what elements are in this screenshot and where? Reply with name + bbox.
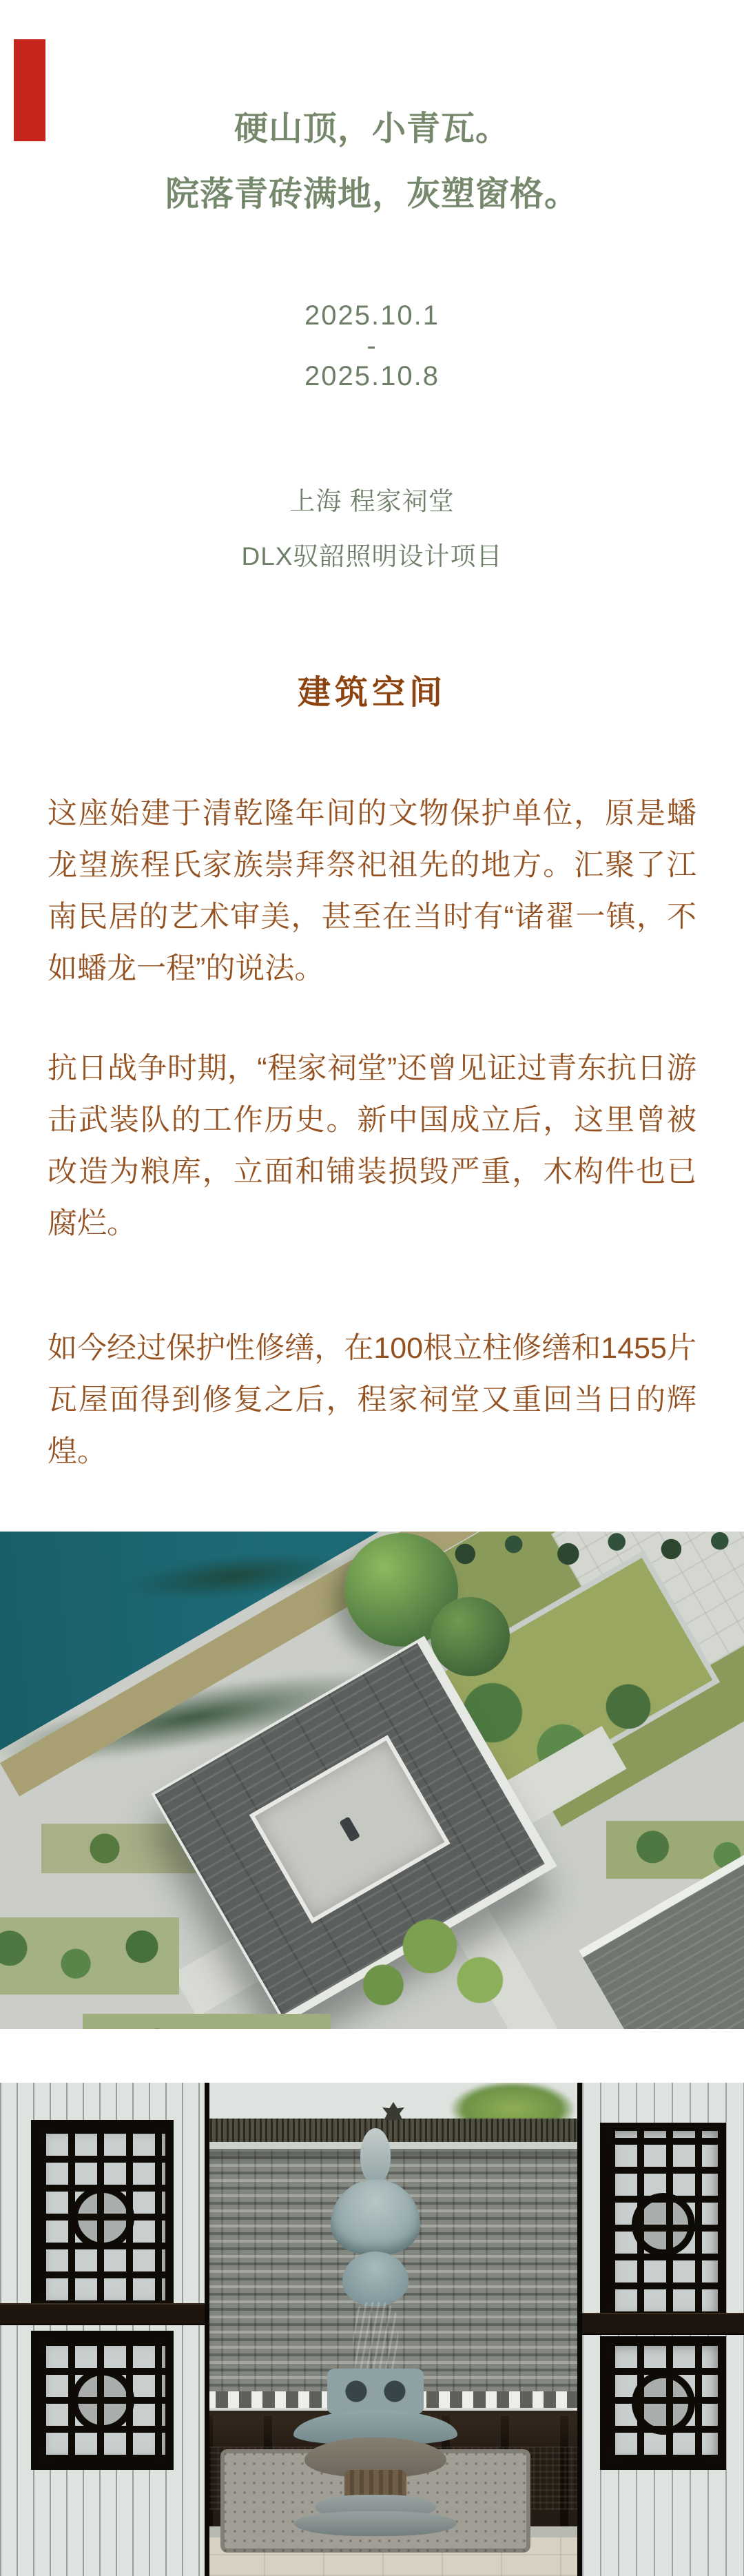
date-end: 2025.10.8 [304,361,440,391]
paragraph-restoration: 如今经过保护性修缮，在100根立柱修缮和1455片瓦屋面得到修复之后，程家祠堂又重回当日的辉煌。 [48,1332,696,1468]
tree-cluster [431,1597,510,1676]
project-line: DLX驭韶照明设计项目 [241,542,503,570]
left-door-rail [0,2303,205,2325]
left-door-lattice-lower [31,2331,174,2470]
location-block [0,474,744,584]
planting-bed [0,1917,179,1995]
paragraph-history: 这座始建于清乾隆年间的文物保护单位，原是蟠龙望族程氏家族崇拜祭祀祖先的地方。汇聚了江南民居的艺术审美，甚至在当时有“诸翟一镇，不如蟠龙一程”的说法。 [48,797,696,985]
ridge-finial [382,2102,404,2120]
courtyard-photo[interactable] [0,2083,744,2576]
wall-top-line [205,2142,582,2149]
article-title [0,96,744,227]
section-heading: 建筑空间 [297,674,446,711]
door-opening-view [205,2083,582,2576]
planting-bed [83,2014,331,2029]
wall-coping [205,2119,582,2142]
inner-courtyard [249,1735,451,1924]
sculpture-base-plate [294,2511,457,2536]
sculpture-top-figure [360,2128,391,2183]
sculpture-openwork-block [327,2369,424,2414]
location-line: 上海 程家祠堂 [289,487,455,515]
right-door-panel [577,2083,744,2576]
sculpture-knot-tier [342,2252,409,2307]
aerial-photo[interactable] [0,1532,744,2029]
foreground-trees [358,1917,537,2014]
right-door-rail [582,2313,744,2335]
left-door-panel [0,2083,209,2576]
date-separator: - [366,331,378,361]
right-door-lattice-window [600,2123,726,2327]
shore-tree-row [441,1532,744,1576]
left-door-lattice-window [31,2120,174,2316]
right-door-lattice-lower [600,2336,726,2470]
paragraph-war-era: 抗日战争时期，“程家祠堂”还曾见证过青东抗日游击武装队的工作历史。新中国成立后，这里曾被改造为粮库，立面和铺装损毁严重，木构件也已腐烂。 [48,1052,696,1240]
courtyard-sculpture-mark [339,1816,360,1842]
title-line-1: 硬山顶，小青瓦。 [234,110,510,147]
date-start: 2025.10.1 [304,300,440,331]
title-line-2: 院落青砖满地，灰塑窗格。 [165,176,579,213]
date-range [0,300,744,391]
